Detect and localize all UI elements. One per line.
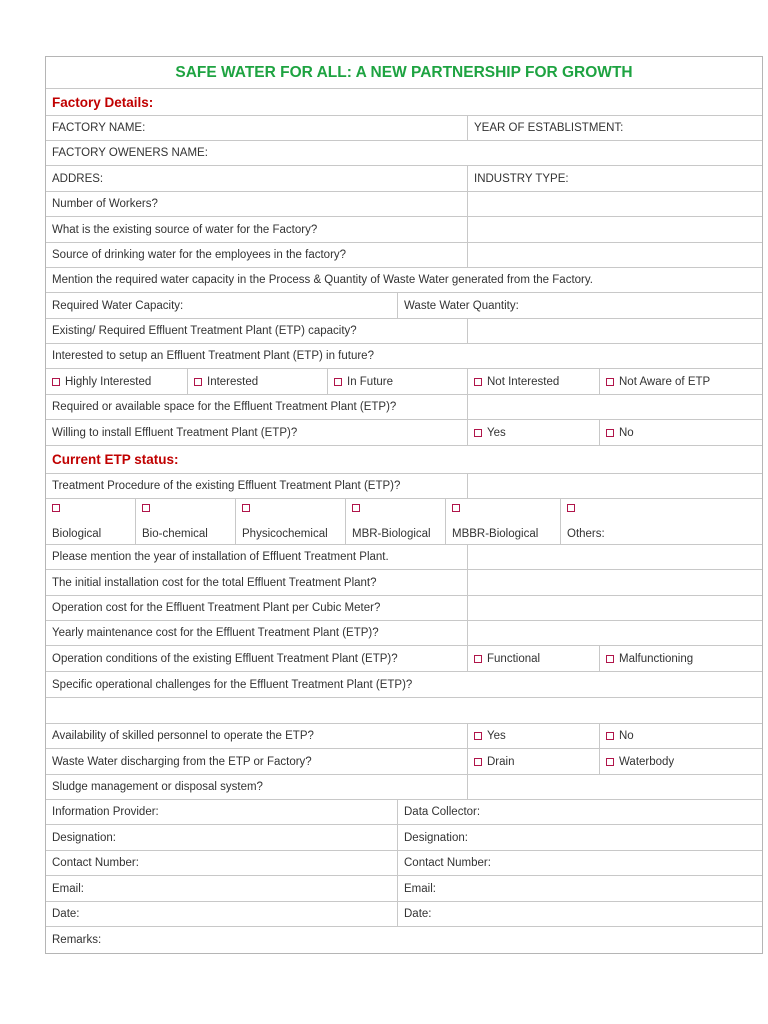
form-row [46, 369, 762, 395]
checkbox-icon[interactable] [474, 732, 482, 740]
answer-field[interactable] [467, 395, 762, 419]
option-others[interactable] [560, 499, 762, 544]
checkbox-icon[interactable] [606, 655, 614, 663]
checkbox-icon[interactable] [474, 655, 482, 663]
option-functional[interactable] [467, 646, 599, 671]
data-collector-field[interactable]: Data Collector: [397, 800, 762, 824]
option-label: Interested [207, 375, 259, 388]
option-label: Waterbody [619, 755, 675, 768]
industry-type-field[interactable]: INDUSTRY TYPE: [467, 166, 762, 191]
owners-name-field[interactable]: FACTORY OWENERS NAME: [52, 147, 208, 159]
answer-field[interactable] [467, 474, 762, 498]
answer-field[interactable] [467, 596, 762, 620]
option-label: Physicochemical [242, 528, 328, 540]
blank-answer-row [46, 698, 762, 724]
form-row [46, 749, 762, 775]
option-label: Malfunctioning [619, 652, 694, 665]
form-row [46, 192, 762, 217]
option-label: Not Interested [487, 375, 560, 388]
provider-date-field[interactable]: Date: [52, 908, 80, 920]
form-row [46, 243, 762, 268]
option-label: MBR-Biological [352, 528, 431, 540]
form-row [46, 596, 762, 621]
answer-field[interactable] [467, 319, 762, 343]
option-malfunctioning[interactable] [599, 646, 762, 671]
checkbox-icon[interactable] [474, 429, 482, 437]
provider-email-field[interactable]: Email: [52, 882, 84, 895]
checkbox-icon[interactable] [142, 504, 150, 512]
option-not-interested[interactable] [467, 369, 599, 394]
checkbox-icon[interactable] [606, 758, 614, 766]
question-label: Number of Workers? [52, 198, 158, 210]
question-label: Operation cost for the Effluent Treatment Plant per Cubic Meter? [52, 602, 381, 614]
form-row [46, 268, 762, 293]
answer-field[interactable] [467, 621, 762, 645]
option-physicochemical[interactable] [235, 499, 345, 544]
form-row [46, 499, 762, 545]
form-row [46, 474, 762, 499]
option-label: Yes [487, 426, 506, 439]
year-established-field[interactable]: YEAR OF ESTABLISTMENT: [467, 116, 762, 140]
option-label: Drain [487, 755, 515, 768]
form-row [46, 775, 762, 800]
answer-field[interactable] [467, 570, 762, 595]
option-highly-interested[interactable] [46, 369, 187, 394]
question-label: Sludge management or disposal system? [52, 781, 263, 793]
form-row [46, 672, 762, 698]
form-row [46, 927, 762, 953]
option-yes[interactable] [467, 420, 599, 445]
collector-date-field[interactable]: Date: [397, 902, 762, 926]
form-row [46, 724, 762, 749]
checkbox-icon[interactable] [452, 504, 460, 512]
form-row [46, 116, 762, 141]
answer-field[interactable] [46, 698, 762, 723]
answer-field[interactable] [467, 243, 762, 267]
option-label: MBBR-Biological [452, 528, 539, 540]
provider-designation-field[interactable]: Designation: [52, 831, 116, 844]
question-label: What is the existing source of water for the Factory? [52, 223, 318, 236]
checkbox-icon[interactable] [567, 504, 575, 512]
option-biological[interactable] [46, 499, 135, 544]
checkbox-icon[interactable] [606, 732, 614, 740]
form-row [46, 825, 762, 851]
form-row [46, 545, 762, 570]
collector-contact-field[interactable]: Contact Number: [397, 851, 762, 875]
question-label: The initial installation cost for the total Effluent Treatment Plant? [52, 576, 377, 589]
option-label: Functional [487, 652, 541, 665]
option-bio-chemical[interactable] [135, 499, 235, 544]
option-mbbr-biological[interactable] [445, 499, 560, 544]
form-row [46, 293, 762, 319]
question-label: Treatment Procedure of the existing Effluent Treatment Plant (ETP)? [52, 480, 401, 492]
survey-form [45, 56, 763, 954]
checkbox-icon[interactable] [194, 378, 202, 386]
option-label: Biological [52, 528, 102, 540]
checkbox-icon[interactable] [52, 504, 60, 512]
factory-name-field[interactable]: FACTORY NAME: [52, 122, 146, 134]
collector-email-field[interactable]: Email: [397, 876, 762, 901]
option-label: Bio-chemical [142, 528, 208, 540]
question-label: Source of drinking water for the employees in the factory? [52, 249, 347, 261]
form-row [46, 344, 762, 369]
question-label: Yearly maintenance cost for the Effluent Treatment Plant (ETP)? [52, 627, 379, 639]
provider-contact-field[interactable]: Contact Number: [52, 857, 139, 869]
info-provider-field[interactable]: Information Provider: [52, 806, 159, 818]
answer-field[interactable] [467, 192, 762, 216]
form-row [46, 876, 762, 902]
option-label: Others: [567, 528, 605, 540]
option-yes[interactable] [467, 724, 599, 748]
option-label: In Future [347, 375, 394, 388]
question-label: Operation conditions of the existing Effluent Treatment Plant (ETP)? [52, 652, 398, 665]
question-label: Interested to setup an Effluent Treatment Plant (ETP) in future? [52, 350, 374, 362]
address-field[interactable]: ADDRES: [52, 172, 104, 185]
section-row [46, 446, 762, 474]
option-label: Not Aware of ETP [619, 375, 711, 388]
checkbox-icon[interactable] [474, 758, 482, 766]
option-no[interactable] [599, 420, 762, 445]
form-row [46, 166, 762, 192]
option-label: Highly Interested [65, 375, 152, 388]
option-drain[interactable] [467, 749, 599, 774]
option-waterbody[interactable] [599, 749, 762, 774]
form-row [46, 851, 762, 876]
option-label: No [619, 730, 634, 742]
checkbox-icon[interactable] [334, 378, 342, 386]
option-label: Yes [487, 730, 506, 742]
question-label: Existing/ Required Effluent Treatment Plant (ETP) capacity? [52, 325, 357, 337]
checkbox-icon[interactable] [606, 378, 614, 386]
option-label: No [619, 426, 634, 439]
form-row [46, 420, 762, 446]
form-row [46, 141, 762, 166]
option-not-aware[interactable] [599, 369, 762, 394]
section-current-etp: Current ETP status: [52, 452, 179, 467]
question-label: Availability of skilled personnel to operate the ETP? [52, 730, 314, 742]
option-in-future[interactable] [327, 369, 467, 394]
collector-designation-field[interactable]: Designation: [397, 825, 762, 850]
form-title-row [46, 57, 762, 89]
checkbox-icon[interactable] [242, 504, 250, 512]
form-row [46, 621, 762, 646]
option-interested[interactable] [187, 369, 327, 394]
answer-field[interactable] [467, 775, 762, 799]
remarks-field[interactable]: Remarks: [52, 934, 102, 946]
required-capacity-field[interactable]: Required Water Capacity: [52, 299, 184, 312]
answer-field[interactable] [467, 217, 762, 242]
option-no[interactable] [599, 724, 762, 748]
answer-field[interactable] [467, 545, 762, 569]
form-row [46, 570, 762, 596]
form-row [46, 800, 762, 825]
checkbox-icon[interactable] [474, 378, 482, 386]
question-label: Please mention the year of installation of Effluent Treatment Plant. [52, 551, 389, 563]
checkbox-icon[interactable] [52, 378, 60, 386]
question-label: Specific operational challenges for the Effluent Treatment Plant (ETP)? [52, 678, 413, 691]
form-row [46, 646, 762, 672]
waste-quantity-field[interactable]: Waste Water Quantity: [397, 293, 762, 318]
checkbox-icon[interactable] [352, 504, 360, 512]
question-label: Willing to install Effluent Treatment Plant (ETP)? [52, 426, 298, 439]
question-label: Required or available space for the Effluent Treatment Plant (ETP)? [52, 401, 397, 413]
form-row [46, 319, 762, 344]
section-row [46, 89, 762, 116]
question-label: Waste Water discharging from the ETP or Factory? [52, 755, 312, 768]
question-label: Mention the required water capacity in the Process & Quantity of Waste Water generated from the Factory. [52, 274, 593, 286]
form-title: SAFE WATER FOR ALL: A NEW PARTNERSHIP FOR GROWTH [175, 63, 633, 81]
form-row [46, 395, 762, 420]
form-row [46, 217, 762, 243]
section-factory-details: Factory Details: [52, 94, 154, 110]
option-mbr-biological[interactable] [345, 499, 445, 544]
form-row [46, 902, 762, 927]
checkbox-icon[interactable] [606, 429, 614, 437]
